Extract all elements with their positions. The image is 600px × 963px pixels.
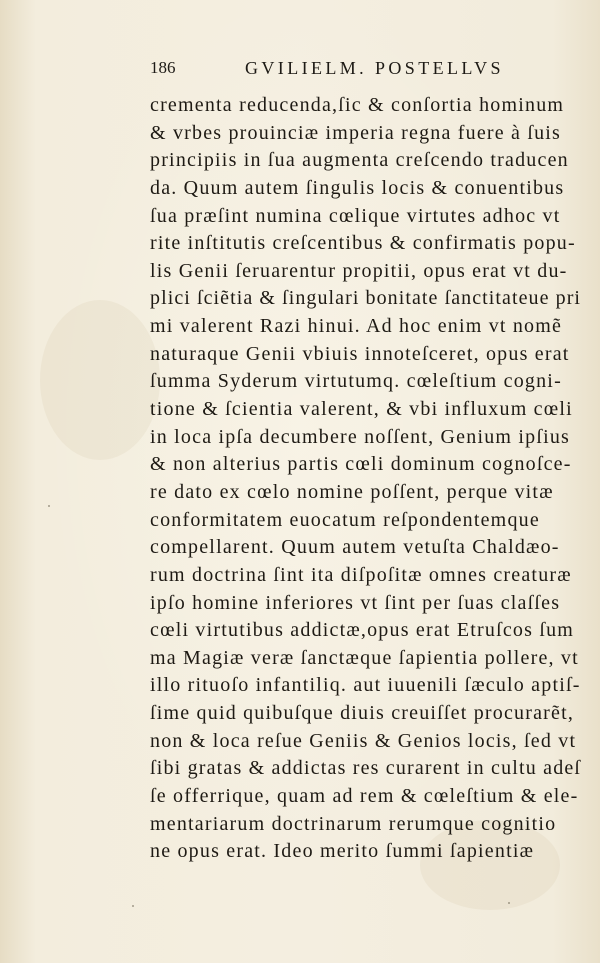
text-line: cœli virtutibus addictæ,opus erat Etruſcos ſum — [150, 619, 575, 642]
text-line: illo rituoſo infantiliq. aut iuuenili ſæculo aptiſ- — [150, 674, 581, 697]
paper-speck — [48, 505, 50, 507]
text-line: ſumma Syderum virtutumq. cœleſtium cogni- — [150, 370, 562, 393]
text-line: tione & ſcientia valerent, & vbi influxum cœli — [150, 398, 573, 421]
text-line: crementa reducenda,ſic & conſortia hominum — [150, 94, 565, 116]
text-line: mentariarum doctrinarum rerumque cognitio — [150, 812, 557, 835]
text-line: rum doctrina ſint ita diſpoſitæ omnes creaturæ — [150, 563, 572, 586]
text-line: mi valerent Razi hinui. Ad hoc enim vt nomẽ — [150, 315, 563, 338]
text-line: ne opus erat. Ideo merito ſummi ſapientiæ — [150, 840, 535, 863]
paper-speck — [132, 905, 134, 907]
text-line: conformitatem euocatum reſpondentemque — [150, 508, 540, 531]
text-line: & vrbes prouinciæ imperia regna fuere à ſuis — [150, 121, 562, 144]
body-text — [150, 92, 600, 866]
page-number: 186 — [150, 58, 176, 77]
text-line: da. Quum autem ſingulis locis & conuentibus — [150, 176, 565, 199]
text-line: ſime quid quibuſque diuis creuiſſet procurarẽt, — [150, 702, 575, 725]
text-line: & non alterius partis cœli dominum cognoſce- — [150, 453, 572, 476]
text-line: naturaque Genii vbiuis innoteſceret, opus erat — [150, 342, 570, 365]
text-line: plici ſciẽtia & ſingulari bonitate ſanctitateue pri — [150, 287, 582, 310]
text-line: lis Genii ſeruarentur propitii, opus erat vt du- — [150, 259, 568, 282]
text-line: ſua præſint numina cœlique virtutes adhoc vt — [150, 204, 561, 227]
text-line: ipſo homine inferiores vt ſint per ſuas claſſes — [150, 591, 561, 614]
text-line: non & loca reſue Geniis & Genios locis, ſed vt — [150, 729, 577, 752]
text-line: ſibi gratas & addictas res curarent in cultu adeſ — [150, 757, 582, 780]
text-line: compellarent. Quum autem vetuſta Chaldæo- — [150, 536, 560, 559]
text-line: ma Magiæ veræ ſanctæque ſapientia pollere, vt — [150, 646, 579, 669]
text-line: ſe offerrique, quam ad rem & cœleſtium & ele- — [150, 785, 579, 808]
paper-stain — [40, 300, 160, 460]
text-line: principiis in ſua augmenta creſcendo traducen — [150, 149, 569, 172]
running-title: GVILIELM. POSTELLVS — [245, 58, 504, 78]
text-line: in loca ipſa decumbere noſſent, Genium ipſius — [150, 425, 571, 448]
paper-speck — [508, 902, 510, 904]
page-header — [150, 58, 550, 86]
text-line: rite inſtitutis creſcentibus & confirmatis popu- — [150, 232, 576, 255]
text-line: re dato ex cœlo nomine poſſent, perque vitæ — [150, 480, 554, 503]
